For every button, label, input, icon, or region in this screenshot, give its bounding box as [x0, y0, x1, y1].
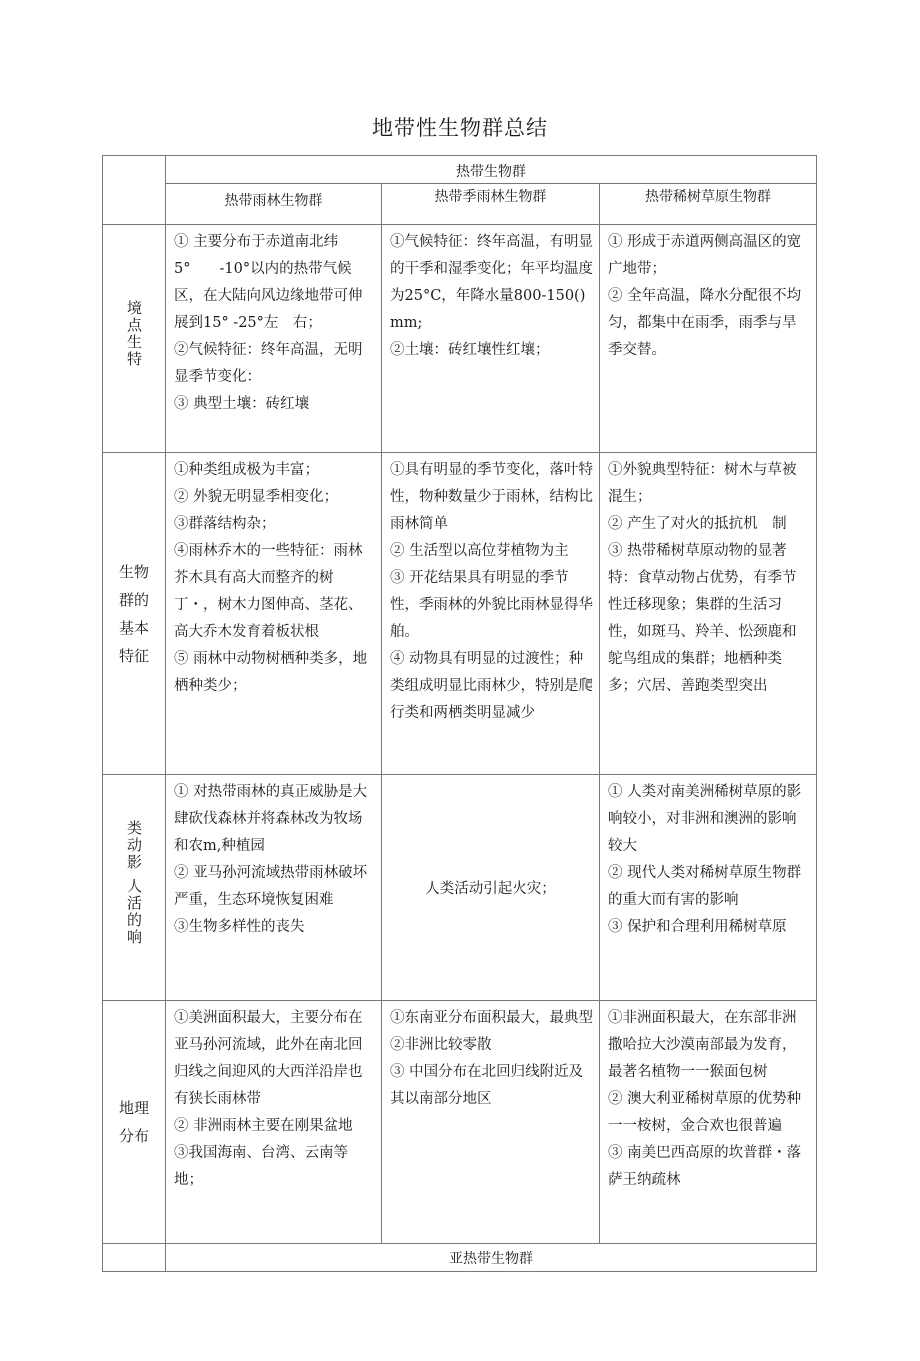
corner-cell: [103, 156, 166, 225]
cell-line: ①种类组成极为丰富；: [174, 462, 319, 478]
table-row: [103, 225, 817, 453]
cell: [382, 453, 600, 775]
footer-group-header: 亚热带生物群: [166, 1244, 817, 1272]
cell: [166, 225, 382, 453]
footer-corner: [103, 1244, 166, 1272]
cell-line: ① 对热带雨林的真正威胁是大肆砍伐森林并将森林改为牧场和农m,种植园: [174, 784, 368, 854]
cell-line: ①美洲面积最大，主要分布在亚马孙河流域，此外在南北回归线之间迎风的大西洋沿岸也有狭长雨林带: [174, 1010, 363, 1107]
cell: [382, 1001, 600, 1244]
table-row: [103, 1001, 817, 1244]
cell-line: ① 人类对南美洲稀树草原的影响较小，对非洲和澳洲的影响较大: [608, 784, 802, 854]
cell-line: ③ 开花结果具有明显的季节性，季雨林的外貌比雨林显得华舶。: [390, 570, 593, 640]
cell-line: ② 外貌无明显季相变化；: [174, 489, 339, 505]
cell: [600, 225, 817, 453]
cell-line: ③ 典型土壤：砖红壤: [174, 396, 310, 412]
cell-line: ①外貌典型特征：树木与草被混生；: [608, 462, 797, 505]
cell: [166, 453, 382, 775]
cell-line: ③ 保护和合理利用稀树草原: [608, 919, 787, 935]
cell-line: 人类活动引起火灾；: [425, 881, 556, 897]
cell: [166, 775, 382, 1001]
cell-line: ② 现代人类对稀树草原生物群的重大而有害的影响: [608, 865, 802, 908]
row-label: 类动影 人活的响: [103, 775, 166, 1001]
cell-line: ③我国海南、台湾、云南等地；: [174, 1145, 348, 1188]
cell-line: ③ 南美巴西高原的坎普群・落 萨王纳疏林: [608, 1145, 802, 1188]
cell: [166, 1001, 382, 1244]
cell-line: ②非洲比较零散: [390, 1037, 492, 1053]
cell: [382, 225, 600, 453]
col-header-rainforest: 热带雨林生物群: [166, 184, 382, 225]
cell-line: ② 全年高温，降水分配很不均匀，都集中在雨季，雨季与旱季交替。: [608, 288, 802, 358]
cell-line: ③ 热带稀树草原动物的显著特：食草动物占优势，有季节性迁移现象；集群的生活习性，如斑马、羚羊、忪颈鹿和鸵鸟组成的集群；地栖种类多；穴居、善跑类型突出: [608, 543, 797, 694]
cell-line: ③生物多样性的丧失: [174, 919, 305, 935]
table-row: [103, 453, 817, 775]
cell: [382, 775, 600, 1001]
cell-line: ② 非洲雨林主要在刚果盆地: [174, 1118, 353, 1134]
col-header-monsoon-forest: 热带季雨林生物群: [382, 184, 600, 225]
col-header-savanna: 热带稀树草原生物群: [600, 184, 817, 225]
cell-line: ①具有明显的季节变化，落叶特性，物种数量少于雨林，结构比雨林简单: [390, 462, 593, 532]
cell-line: ③ 中国分布在北回归线附近及其以南部分地区: [390, 1064, 584, 1107]
cell-line: ② 澳大利亚稀树草原的优势种一一桉树，金合欢也很普遍: [608, 1091, 802, 1134]
biome-summary-table: [102, 155, 817, 1272]
cell-line: ⑤ 雨林中动物树栖种类多，地栖种类少；: [174, 651, 368, 694]
cell-line: ③群落结构杂；: [174, 516, 276, 532]
cell-line: ② 生活型以高位芽植物为主: [390, 543, 569, 559]
table-row: [103, 775, 817, 1001]
cell-line: ②土壤：砖红壤性红壤；: [390, 342, 550, 358]
cell-line: ①气候特征：终年高温，有明显的干季和湿季变化；年平均温度为25°C，年降水量800-150() mm;: [390, 234, 593, 331]
cell-line: ② 产生了对火的抵抗机 制: [608, 516, 787, 532]
cell-line: ①东南亚分布面积最大，最典型: [390, 1010, 593, 1026]
page-title: 地带性生物群总结: [372, 116, 548, 140]
cell-line: ② 亚马孙河流域热带雨林破坏严重，生态环境恢复困难: [174, 865, 368, 908]
cell-line: ① 主要分布于赤道南北纬5° -10°以内的热带气候区，在大陆向风边缘地带可伸展到15° -25°左 右；: [174, 234, 363, 331]
cell: [600, 775, 817, 1001]
cell: [600, 453, 817, 775]
cell-line: ②气候特征：终年高温，无明显季节变化：: [174, 342, 363, 385]
cell-line: ① 形成于赤道两侧高温区的宽广地带；: [608, 234, 802, 277]
row-label: 境点生特: [103, 225, 166, 453]
group-header: 热带生物群: [166, 156, 817, 184]
cell-line: ①非洲面积最大，在东部非洲撒哈拉大沙漠南部最为发育，最著名植物一一猴面包树: [608, 1010, 797, 1080]
cell-line: ④ 动物具有明显的过渡性；种类组成明显比雨林少，特别是爬行类和两栖类明显减少: [390, 651, 593, 721]
row-label: 生物群的基本特征: [103, 453, 166, 775]
cell-line: ④雨林乔木的一些特征：雨林芥木具有高大而整齐的树丁・，树木力图伸高、茎花、高大乔木发育着板状根: [174, 543, 363, 640]
row-label: 地理分布: [103, 1001, 166, 1244]
cell: [600, 1001, 817, 1244]
